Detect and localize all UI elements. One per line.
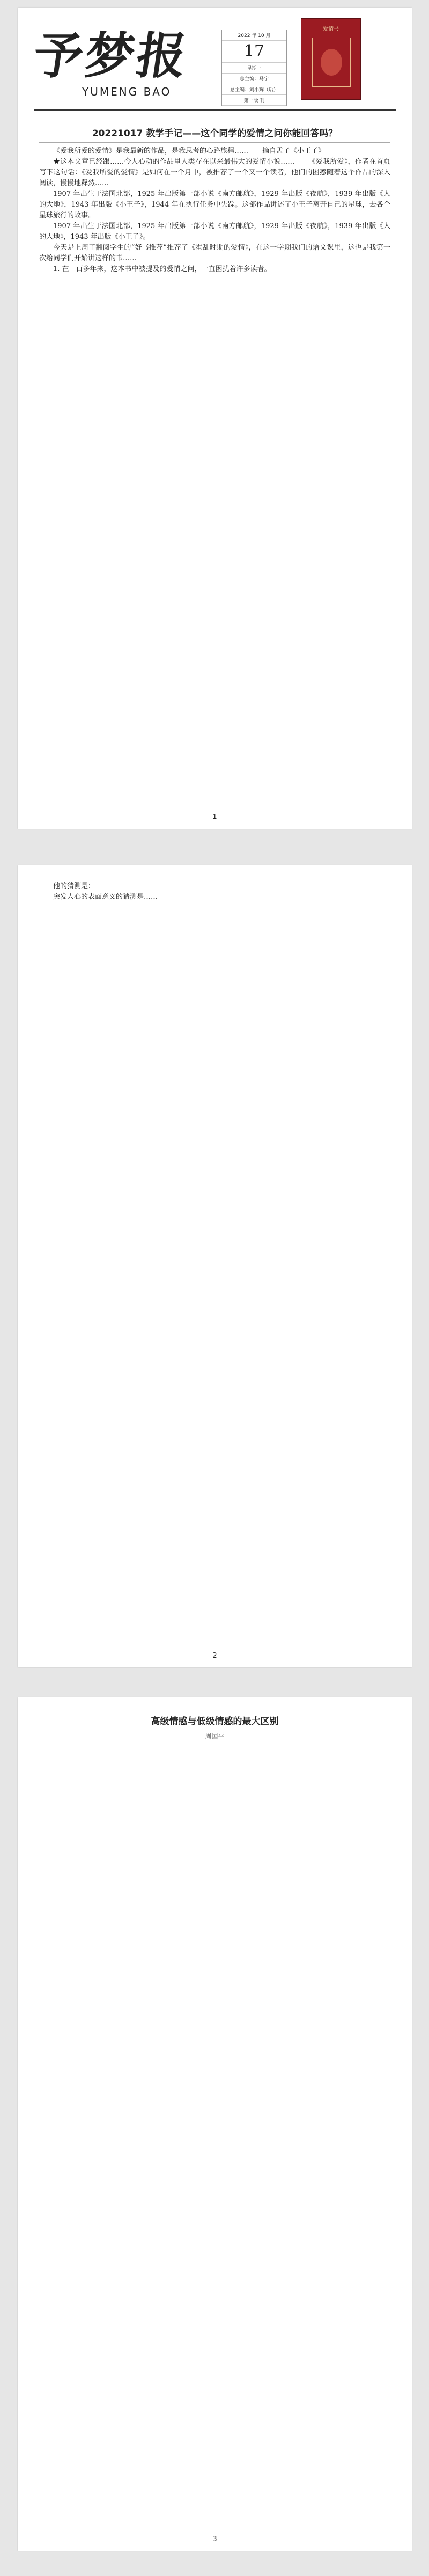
cover-decoration — [312, 38, 351, 87]
divider — [39, 142, 390, 143]
paragraph: 突发人心的表面意义的猜测是…… — [53, 893, 158, 901]
paragraph: 1907 年出生于法国北部，1925 年出版第一部小说《南方邮航》，1929 年出版《夜航》，1939 年出版《人的大地》，1943 年出版《小王子》。 — [39, 222, 390, 241]
book-cover-image — [301, 18, 361, 100]
paragraph: 他的猜测是： — [53, 882, 95, 890]
paragraph: ★这本文章已经跟……今人心动的作品里人类存在以来最伟大的爱情小说……——《爱我所爱》，作者在首页写下这句话：《爱我所爱的爱情》是如何在一个月中，被推荐了一个又一个读者，他们的困惑随着这个作品的深入阅读，慢慢地释然…… — [39, 158, 390, 187]
page-label: 第一版 刊 — [222, 95, 286, 106]
issue-date: 2022 年 10 月 — [222, 30, 286, 41]
page-3 — [18, 1697, 412, 2551]
article-3 — [18, 1697, 412, 1740]
article-byline: 周国平 — [205, 1732, 225, 1740]
page-number: 1 — [212, 813, 217, 821]
masthead — [18, 8, 412, 109]
issue-info-box — [221, 30, 287, 106]
paragraph: 今天是上周了翻阅学生的“好书推荐”推荐了《霍乱时期的爱情》，在这一学期我们的语文课里，这也是我第一次给同学们开始讲这样的书…… — [39, 244, 390, 262]
article-1 — [18, 126, 412, 275]
paragraph: 《爱我所爱的爱情》是我最新的作品，是我思考的心路旅程……——摘自孟子《小王子》 — [53, 147, 326, 155]
newspaper-logo-sub: YUMENG BAO — [82, 85, 172, 98]
chief-editor: 总主编：马宁 — [222, 74, 286, 84]
paragraph: 1. 在一百多年来，这本书中被提及的爱情之问，一直困扰着许多读者。 — [53, 265, 271, 273]
issue-number: 17 — [222, 41, 286, 63]
paragraph: 1907 年出生于法国北部，1925 年出版第一部小说《南方邮航》，1929 年出版《夜航》，1939 年出版《人的大地》，1943 年出版《小王子》，1944 年在执行任务中失踪。这部作品讲述了小王子离开自己的星球，去各个星球旅行的故事。 — [39, 190, 390, 219]
article-title: 高级情感与低级情感的最大区别 — [151, 1716, 279, 1727]
article-body — [39, 146, 390, 275]
masthead-rule — [34, 109, 396, 111]
editor: 总主编：刘小辉（后） — [222, 84, 286, 95]
issue-weekday: 星期一 — [222, 63, 286, 74]
page-1 — [18, 8, 412, 829]
page-number: 3 — [212, 2535, 217, 2543]
article-title: 20221017 教学手记——这个同学的爱情之问你能回答吗？ — [92, 128, 338, 139]
newspaper-logo: 予梦报 — [29, 27, 193, 85]
cover-title: 爱情书 — [323, 26, 339, 32]
page-2 — [18, 865, 412, 1667]
page-number: 2 — [212, 1652, 217, 1660]
article-continued — [18, 865, 412, 903]
